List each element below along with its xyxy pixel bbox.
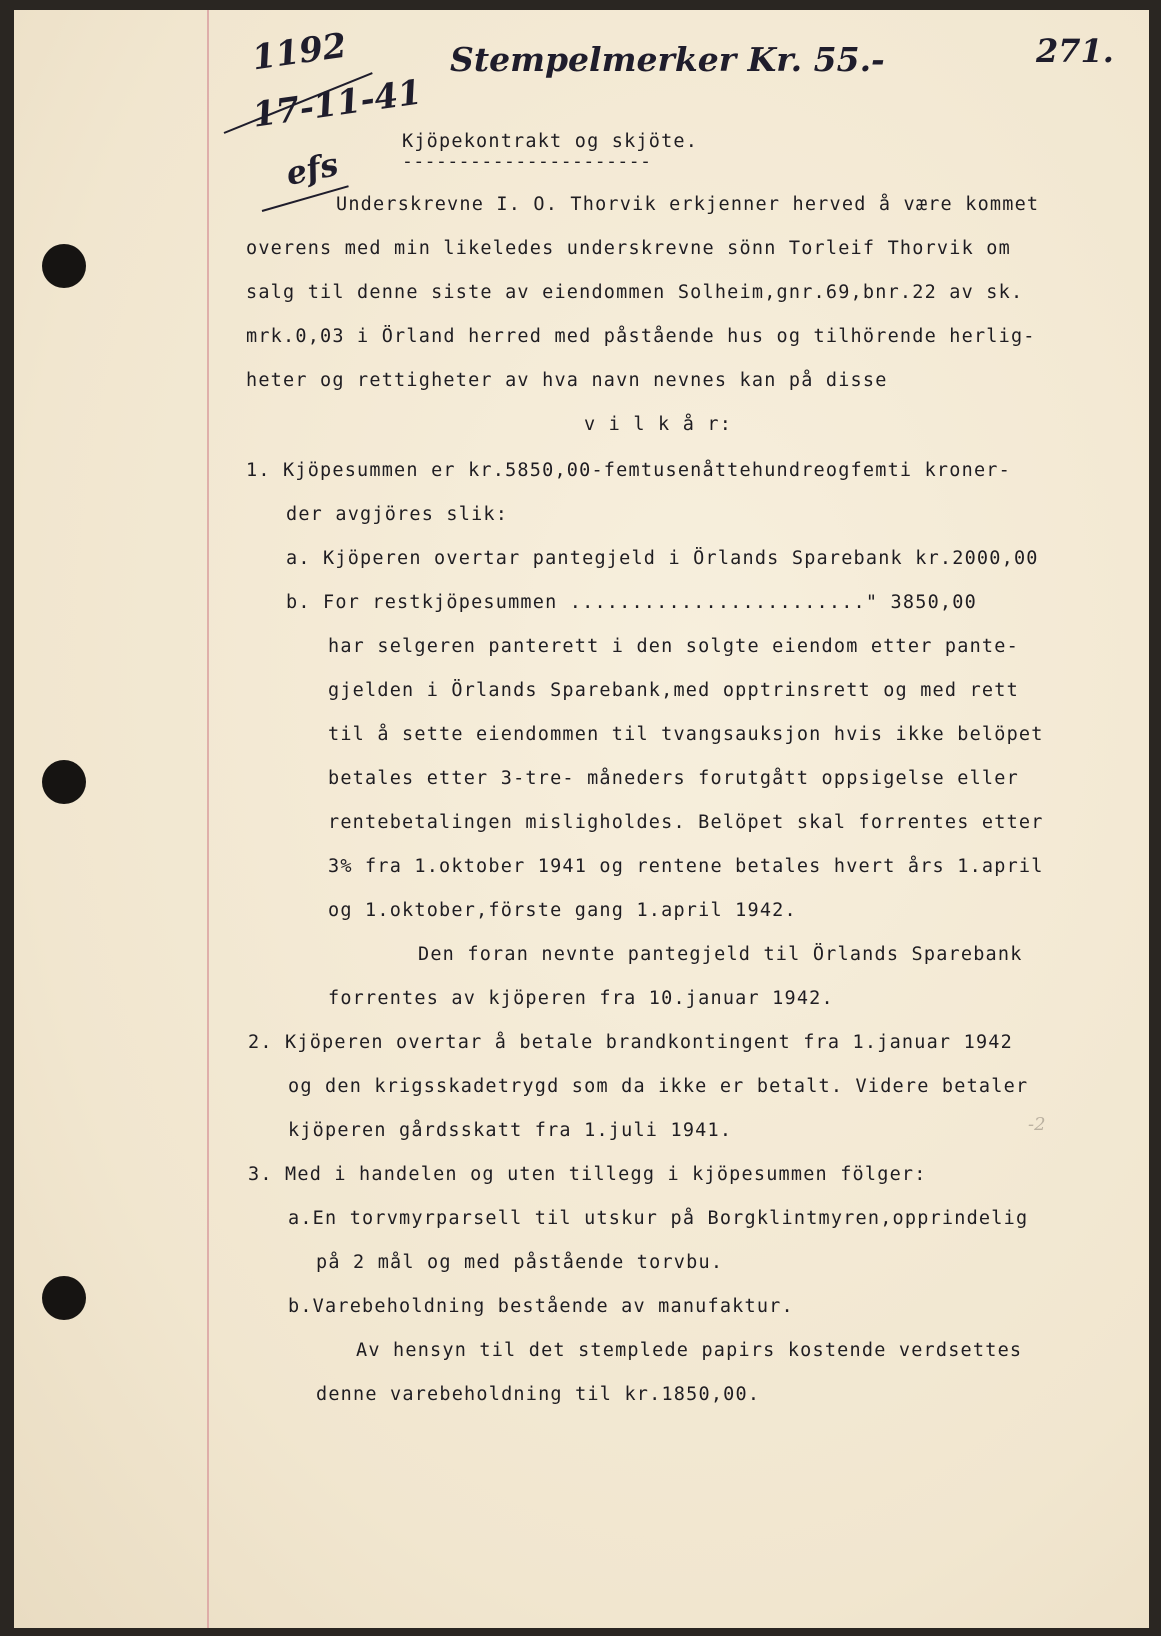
clause-1-line: Den foran nevnte pantegjeld til Örlands Sparebank: [418, 944, 1023, 965]
page-number: 271.: [1036, 32, 1114, 70]
punch-hole-icon: [42, 244, 86, 288]
clause-2-line: og den krigsskadetrygd som da ikke er betalt. Videre betaler: [288, 1076, 1029, 1097]
clause-1-line: har selgeren panterett i den solgte eiendom etter pante-: [328, 636, 1019, 657]
document-title: Kjöpekontrakt og skjöte.: [402, 131, 699, 152]
margin-line: [207, 10, 209, 1628]
clause-1-line: 3% fra 1.oktober 1941 og rentene betales hvert års 1.april: [328, 856, 1044, 877]
clause-1-line: 1. Kjöpesummen er kr.5850,00-femtusenåttehundreogfemti kroner-: [246, 460, 1011, 481]
clause-3-line: 3. Med i handelen og uten tillegg i kjöpesummen fölger:: [248, 1164, 927, 1185]
clause-1-line: forrentes av kjöperen fra 10.januar 1942.: [328, 988, 834, 1009]
clause-3-line: b.Varebeholdning bestående av manufaktur.: [288, 1296, 794, 1317]
clerk-initials: efs: [282, 144, 342, 194]
intro-line: heter og rettigheter av hva navn nevnes kan på disse: [246, 370, 888, 391]
clause-3-line: a.En torvmyrparsell til utskur på Borgklintmyren,opprindelig: [288, 1208, 1029, 1229]
clause-3-line: Av hensyn til det stemplede papirs kostende verdsettes: [356, 1340, 1023, 1361]
conditions-heading: v i l k å r:: [584, 414, 733, 435]
clause-1-line: betales etter 3-tre- måneders forutgått oppsigelse eller: [328, 768, 1019, 789]
clause-1-line: til å sette eiendommen til tvangsauksjon hvis ikke belöpet: [328, 724, 1044, 745]
clause-1-line: og 1.oktober,förste gang 1.april 1942.: [328, 900, 797, 921]
record-date: 17-11-41: [250, 72, 425, 136]
clause-1-line: der avgjöres slik:: [286, 504, 509, 525]
intro-line: overens med min likeledes underskrevne sönn Torleif Thorvik om: [246, 238, 1011, 259]
document-page: [14, 10, 1149, 1628]
clause-2-line: 2. Kjöperen overtar å betale brandkontingent fra 1.januar 1942: [248, 1032, 1013, 1053]
pencil-mark: -2: [1028, 1114, 1046, 1135]
clause-1-line: gjelden i Örlands Sparebank,med opptrinsrett og med rett: [328, 680, 1019, 701]
intro-line: salg til denne siste av eiendommen Solheim,gnr.69,bnr.22 av sk.: [246, 282, 1024, 303]
clause-3-line: på 2 mål og med påstående torvbu.: [316, 1252, 724, 1273]
punch-hole-icon: [42, 760, 86, 804]
punch-hole-icon: [42, 1276, 86, 1320]
stamp-note: Stempelmerker Kr. 55.-: [450, 40, 885, 79]
clause-3-line: denne varebeholdning til kr.1850,00.: [316, 1384, 761, 1405]
clause-2-line: kjöperen gårdsskatt fra 1.juli 1941.: [288, 1120, 733, 1141]
intro-line: Underskrevne I. O. Thorvik erkjenner herved å være kommet: [336, 194, 1040, 215]
title-underline: ----------------------: [402, 151, 652, 172]
clause-1-line: a. Kjöperen overtar pantegjeld i Örlands Sparebank kr.2000,00: [286, 548, 1039, 569]
clause-1-line: rentebetalingen misligholdes. Belöpet skal forrentes etter: [328, 812, 1044, 833]
intro-line: mrk.0,03 i Örland herred med påstående hus og tilhörende herlig-: [246, 326, 1036, 347]
clause-1-line: b. For restkjöpesummen ........................" 3850,00: [286, 592, 977, 613]
doc-number: 1192: [249, 25, 349, 79]
